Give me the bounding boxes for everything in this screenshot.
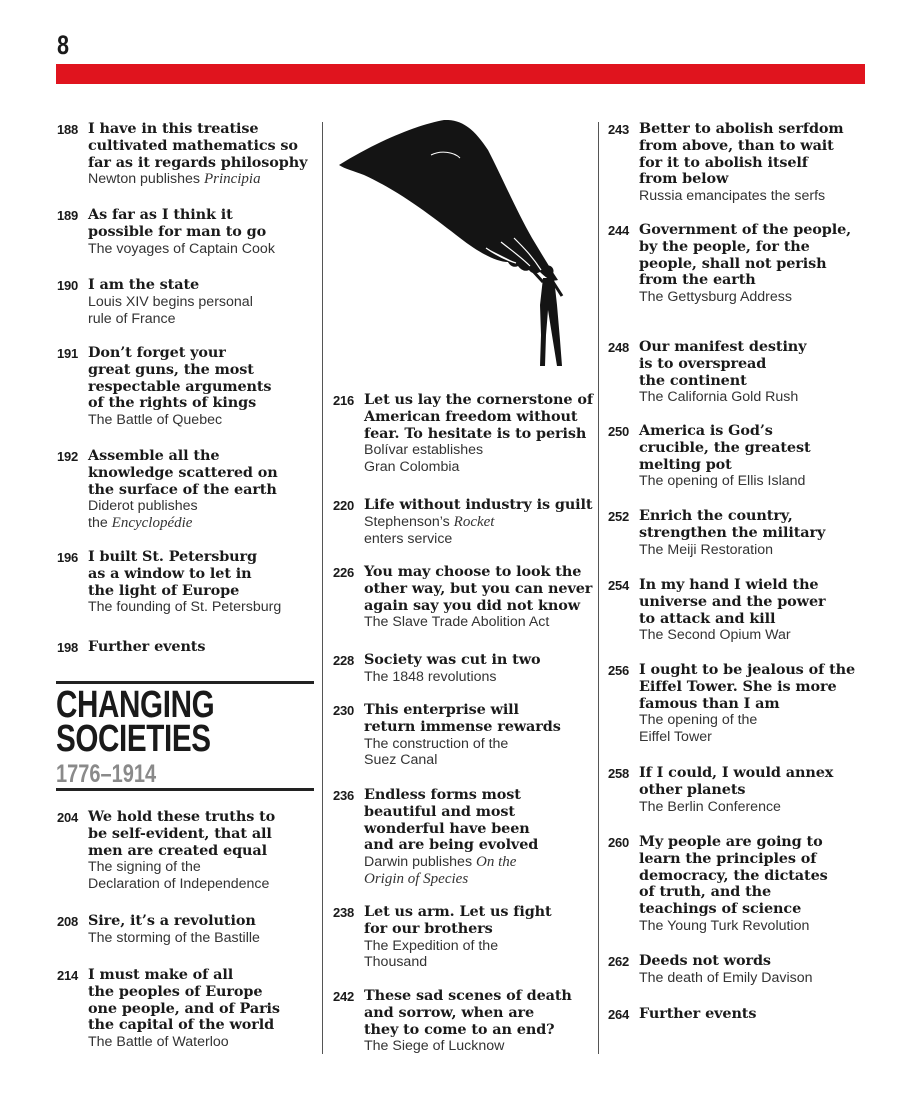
entry-page-number: 236 [333, 788, 355, 803]
entry-subtitle-italic: On the Origin of Species [364, 854, 517, 887]
entry-subtitle-text: The Meiji Restoration [639, 541, 774, 558]
entry-subtitle [639, 289, 864, 306]
contents-entry[interactable] [333, 702, 595, 769]
contents-entry[interactable] [57, 549, 319, 616]
entry-subtitle-text: The Second Opium War [639, 627, 791, 644]
entry-subtitle [88, 599, 319, 616]
entry-subtitle [88, 930, 319, 947]
entry-title: Government of the people, by the people, for the people, shall not perish from the earth [639, 221, 852, 289]
entry-page-number: 238 [333, 905, 355, 920]
section-rule-bottom [56, 788, 314, 791]
entry-subtitle-text: The Expedition of the Thousand [364, 937, 499, 971]
entry-subtitle [639, 970, 864, 987]
entry-title: As far as I think it possible for man to go [88, 206, 267, 240]
contents-entry[interactable] [57, 967, 319, 1051]
entry-page-number: 216 [333, 393, 355, 408]
contents-entry[interactable] [333, 497, 595, 547]
entry-page-number: 189 [57, 208, 79, 223]
entry-subtitle [88, 1034, 319, 1051]
entry-title: If I could, I would annex other planets [639, 764, 834, 798]
entry-subtitle-text: The Gettysburg Address [639, 289, 792, 306]
entry-subtitle-text: enters service [364, 530, 453, 547]
contents-entry[interactable] [333, 904, 595, 971]
contents-entry[interactable] [57, 345, 319, 429]
giant-hand-holding-man-icon [336, 120, 586, 370]
entry-subtitle-text: Newton publishes [88, 171, 204, 188]
entry-page-number: 243 [608, 122, 630, 137]
entry-page-number: 254 [608, 578, 630, 593]
entry-page-number: 248 [608, 340, 630, 355]
entry-subtitle [364, 938, 595, 972]
entry-subtitle-text: The opening of Ellis Island [639, 473, 806, 490]
contents-entry[interactable] [57, 207, 319, 257]
section-title: CHANGING SOCIETIES [56, 684, 215, 760]
entry-title: I am the state [88, 276, 200, 293]
entry-page-number: 258 [608, 766, 630, 781]
entry-page-number: 262 [608, 954, 630, 969]
contents-entry[interactable] [608, 577, 864, 644]
entry-subtitle-text: Bolívar establishes Gran Colombia [364, 442, 484, 476]
entry-page-number: 192 [57, 449, 79, 464]
entry-title: Assemble all the knowledge scattered on the surface of the earth [88, 447, 278, 498]
contents-entry[interactable] [608, 834, 864, 935]
entry-subtitle [639, 918, 864, 935]
entry-subtitle [364, 514, 595, 548]
entry-title: In my hand I wield the universe and the power to attack and kill [639, 576, 826, 627]
contents-entry[interactable] [57, 639, 319, 656]
entry-subtitle-text: The opening of the Eiffel Tower [639, 712, 758, 746]
entry-subtitle [639, 799, 864, 816]
entry-page-number: 214 [57, 968, 79, 983]
entry-page-number: 196 [57, 550, 79, 565]
entry-subtitle-text: The storming of the Bastille [88, 929, 260, 946]
entry-subtitle [639, 627, 864, 644]
contents-entry[interactable] [608, 1006, 864, 1023]
contents-entry[interactable] [608, 662, 864, 746]
entry-subtitle [88, 412, 319, 429]
entry-subtitle-italic: Rocket [453, 513, 495, 530]
entry-page-number: 226 [333, 565, 355, 580]
entry-page-number: 188 [57, 122, 79, 137]
entry-subtitle [88, 241, 319, 258]
entry-page-number: 204 [57, 810, 79, 825]
entry-subtitle-text: The signing of the Declaration of Independence [88, 859, 270, 893]
entry-subtitle [364, 614, 595, 631]
contents-entry[interactable] [333, 392, 595, 476]
entry-subtitle [364, 1038, 595, 1055]
entry-title: Better to abolish serfdom from above, than to wait for it to abolish itself from below [639, 120, 844, 188]
column-divider-right [598, 122, 599, 1054]
entry-page-number: 220 [333, 498, 355, 513]
entry-title: Let us lay the cornerstone of American freedom without fear. To hesitate is to perish [364, 391, 593, 442]
entry-title: I have in this treatise cultivated mathematics so far as it regards philosophy [88, 120, 308, 171]
entry-title: America is God’s crucible, the greatest melting pot [639, 422, 811, 473]
entry-subtitle-text: The Battle of Waterloo [88, 1034, 229, 1051]
entry-title: My people are going to learn the principles of democracy, the dictates of truth, and the teachings of science [639, 833, 828, 918]
contents-entry[interactable] [57, 121, 319, 188]
entry-page-number: 256 [608, 663, 630, 678]
entry-title: You may choose to look the other way, but you can never again say you did not know [364, 563, 593, 614]
entry-subtitle [364, 736, 595, 770]
entry-subtitle-text: The Slave Trade Abolition Act [364, 614, 550, 631]
entry-subtitle-text: The Young Turk Revolution [639, 917, 810, 934]
page-number: 8 [57, 30, 70, 60]
entry-subtitle [639, 473, 864, 490]
entry-title: I ought to be jealous of the Eiffel Tower. She is more famous than I am [639, 661, 856, 712]
entry-subtitle-text: Louis XIV begins personal rule of France [88, 293, 253, 327]
entry-subtitle-italic: Encyclopédie [111, 515, 193, 532]
entry-page-number: 244 [608, 223, 630, 238]
contents-entry[interactable] [333, 564, 595, 631]
entry-page-number: 190 [57, 278, 79, 293]
contents-column-1 [57, 0, 319, 1110]
entry-subtitle-text: The Battle of Quebec [88, 412, 223, 429]
entry-title: Society was cut in two [364, 651, 541, 668]
column-divider-left [322, 122, 323, 1054]
entry-subtitle-text: The voyages of Captain Cook [88, 240, 275, 257]
entry-title: We hold these truths to be self-evident, that all men are created equal [88, 808, 276, 859]
contents-entry[interactable] [608, 423, 864, 490]
entry-subtitle [639, 188, 864, 205]
entry-title: Deeds not words [639, 952, 771, 969]
entry-title: Don’t forget your great guns, the most respectable arguments of the rights of kings [88, 344, 272, 412]
entry-subtitle-text: The Berlin Conference [639, 798, 781, 815]
entry-title: Endless forms most beautiful and most wonderful have been and are being evolved [364, 786, 539, 854]
contents-column-3 [608, 0, 864, 1110]
entry-title: Further events [639, 1005, 757, 1022]
entry-title: These sad scenes of death and sorrow, when are they to come to an end? [364, 987, 572, 1038]
contents-entry[interactable] [608, 953, 864, 987]
entry-subtitle-text: The founding of St. Petersburg [88, 599, 282, 616]
entry-subtitle-text: The construction of the Suez Canal [364, 735, 509, 769]
entry-subtitle-text: The California Gold Rush [639, 389, 799, 406]
entry-subtitle [639, 542, 864, 559]
entry-title: Let us arm. Let us fight for our brothers [364, 903, 552, 937]
entry-page-number: 228 [333, 653, 355, 668]
entry-title: Enrich the country, strengthen the military [639, 507, 826, 541]
entry-subtitle-text: Russia emancipates the serfs [639, 188, 826, 205]
contents-entry[interactable] [608, 339, 864, 406]
contents-entry[interactable] [57, 913, 319, 947]
contents-entry[interactable] [608, 508, 864, 558]
entry-subtitle [364, 854, 595, 888]
entry-subtitle [639, 389, 864, 406]
entry-title: Sire, it’s a revolution [88, 912, 256, 929]
entry-title: Our manifest destiny is to overspread the continent [639, 338, 807, 389]
entry-subtitle [88, 859, 319, 893]
entry-subtitle [88, 171, 319, 188]
entry-page-number: 250 [608, 424, 630, 439]
contents-entry[interactable] [608, 222, 864, 306]
entry-subtitle-text: Diderot publishes the [88, 498, 198, 532]
entry-subtitle-text: The Siege of Lucknow [364, 1038, 505, 1055]
entry-subtitle-text: The death of Emily Davison [639, 969, 813, 986]
entry-title: This enterprise will return immense rewards [364, 701, 561, 735]
contents-entry[interactable] [57, 809, 319, 893]
contents-entry[interactable] [57, 277, 319, 327]
entry-title: Further events [88, 638, 206, 655]
contents-entry[interactable] [333, 652, 595, 686]
entry-page-number: 230 [333, 703, 355, 718]
entry-page-number: 191 [57, 346, 79, 361]
entry-page-number: 242 [333, 989, 355, 1004]
entry-subtitle-text: Stephenson’s [364, 513, 454, 530]
entry-page-number: 198 [57, 640, 79, 655]
entry-subtitle [88, 498, 319, 532]
contents-entry[interactable] [333, 787, 595, 888]
contents-entry[interactable] [333, 988, 595, 1055]
entry-page-number: 260 [608, 835, 630, 850]
entry-title: I built St. Petersburg as a window to let in the light of Europe [88, 548, 257, 599]
contents-entry[interactable] [608, 121, 864, 205]
entry-title: I must make of all the peoples of Europe one people, and of Paris the capital of the world [88, 966, 280, 1034]
entry-subtitle [364, 442, 595, 476]
entry-page-number: 252 [608, 509, 630, 524]
entry-page-number: 264 [608, 1007, 630, 1022]
entry-subtitle [364, 669, 595, 686]
entry-subtitle-italic: Principia [203, 171, 261, 188]
entry-page-number: 208 [57, 914, 79, 929]
entry-title: Life without industry is guilt [364, 496, 593, 513]
entry-subtitle-text: The 1848 revolutions [364, 668, 497, 685]
contents-entry[interactable] [57, 448, 319, 532]
entry-subtitle-text: Darwin publishes [364, 854, 476, 871]
entry-subtitle [639, 712, 864, 746]
section-years: 1776–1914 [56, 760, 157, 788]
entry-subtitle [88, 294, 319, 328]
contents-entry[interactable] [608, 765, 864, 815]
